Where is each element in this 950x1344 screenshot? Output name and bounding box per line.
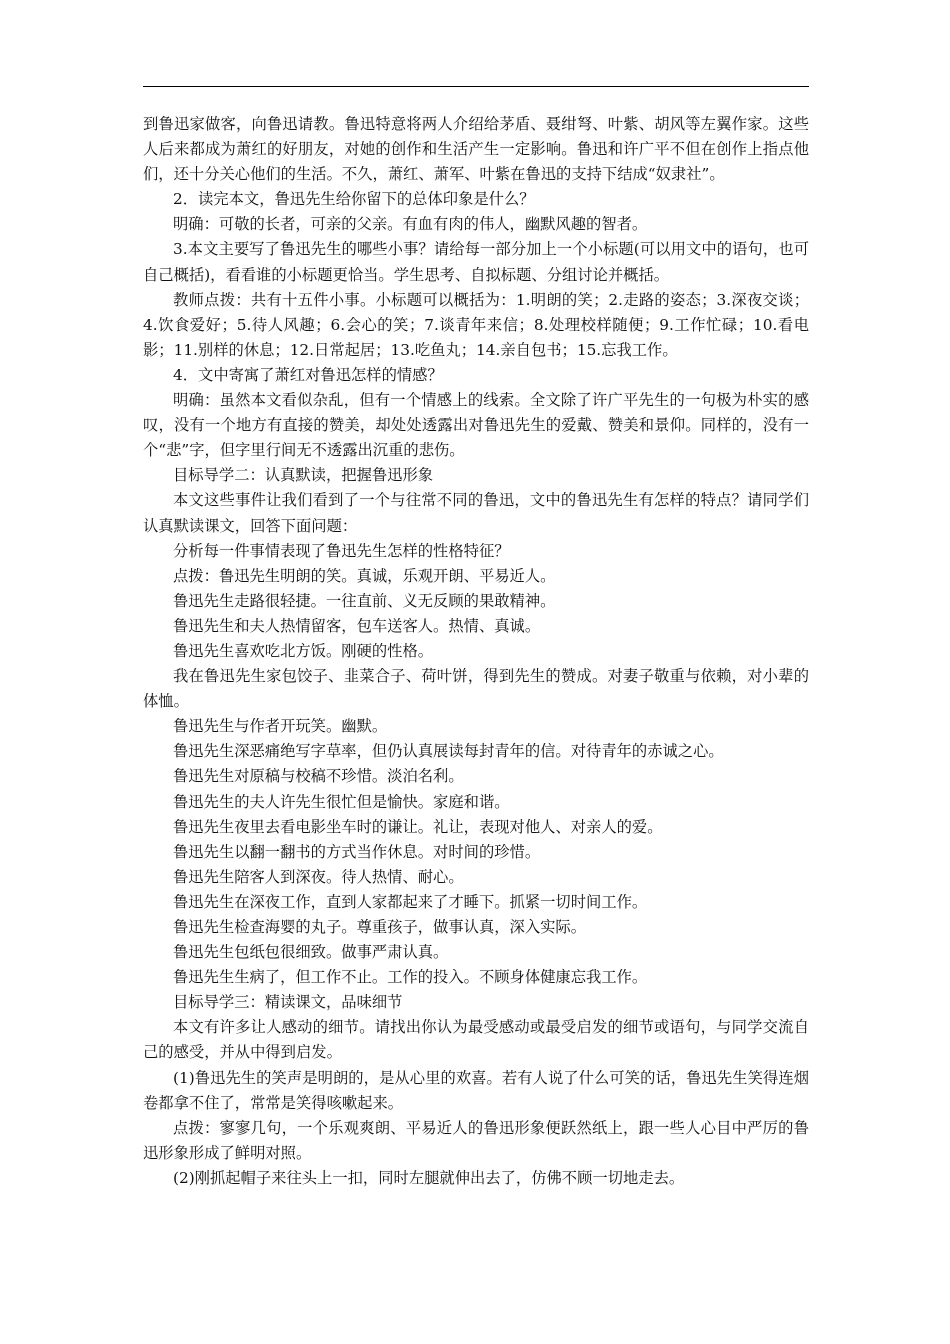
paragraph: 鲁迅先生包纸包很细致。做事严肃认真。 [173, 943, 449, 962]
paragraph: 鲁迅先生喜欢吃北方饭。刚硬的性格。 [173, 641, 434, 660]
paragraph: 鲁迅先生在深夜工作，直到人家都起来了才睡下。抓紧一切时间工作。 [173, 892, 648, 911]
paragraph: 鲁迅先生和夫人热情留客，包车送客人。热情、真诚。 [173, 616, 541, 635]
paragraph: 鲁迅先生夜里去看电影坐车时的谦让。礼让，表现对他人、对亲人的爱。 [173, 817, 663, 836]
paragraph: 本文有许多让人感动的细节。请找出你认为最受感动或最受启发的细节或语句，与同学交流自己的感受，并从中得到启发。 [143, 1018, 809, 1062]
header-rule [143, 86, 809, 87]
paragraph: 2．读完本文，鲁迅先生给你留下的总体印象是什么？ [173, 190, 535, 209]
paragraph: 鲁迅先生对原稿与校稿不珍惜。淡泊名利。 [173, 767, 464, 786]
paragraph: 3.本文主要写了鲁迅先生的哪些小事？请给每一部分加上一个小标题(可以用文中的语句，也可自己概括)，看看谁的小标题更恰当。学生思考、自拟标题、分组讨论并概括。 [143, 240, 809, 284]
document-body [143, 112, 809, 1191]
paragraph: 明确：可敬的长者，可亲的父亲。有血有肉的伟人，幽默风趣的智者。 [173, 215, 648, 234]
paragraph: 鲁迅先生与作者开玩笑。幽默。 [173, 717, 388, 736]
section-heading: 目标导学三：精读课文，品味细节 [173, 993, 403, 1012]
paragraph: (2)刚抓起帽子来往头上一扣，同时左腿就伸出去了，仿佛不顾一切地走去。 [173, 1168, 685, 1187]
paragraph: 鲁迅先生生病了，但工作不止。工作的投入。不顾身体健康忘我工作。 [173, 968, 648, 987]
section-heading: 目标导学二：认真默读，把握鲁迅形象 [173, 466, 434, 485]
paragraph: 鲁迅先生走路很轻捷。一往直前、义无反顾的果敢精神。 [173, 591, 556, 610]
paragraph: 点拨：寥寥几句，一个乐观爽朗、平易近人的鲁迅形象便跃然纸上，跟一些人心目中严厉的鲁迅形象形成了鲜明对照。 [143, 1118, 809, 1162]
paragraph: 鲁迅先生深恶痛绝写字草率，但仍认真展读每封青年的信。对待青年的赤诚之心。 [173, 742, 724, 761]
paragraph: 鲁迅先生的夫人许先生很忙但是愉快。家庭和谐。 [173, 792, 510, 811]
paragraph: (1)鲁迅先生的笑声是明朗的，是从心里的欢喜。若有人说了什么可笑的话，鲁迅先生笑得连烟卷都拿不住了，常常是笑得咳嗽起来。 [143, 1068, 809, 1112]
paragraph: 我在鲁迅先生家包饺子、韭菜合子、荷叶饼，得到先生的赞成。对妻子敬重与依赖，对小辈的体恤。 [143, 667, 809, 711]
paragraph: 到鲁迅家做客，向鲁迅请教。鲁迅特意将两人介绍给茅盾、聂绀弩、叶紫、胡风等左翼作家。这些人后来都成为萧红的好朋友，对她的创作和生活产生一定影响。鲁迅和许广平不但在创作上指点他们，还十分关心他们的生活。不久，萧红、萧军、叶紫在鲁迅的支持下结成“奴隶社”。 [143, 115, 809, 184]
paragraph: 点拨：鲁迅先生明朗的笑。真诚，乐观开朗、平易近人。 [173, 566, 556, 585]
paragraph: 4．文中寄寓了萧红对鲁迅怎样的情感？ [173, 365, 443, 384]
paragraph: 鲁迅先生陪客人到深夜。待人热情、耐心。 [173, 867, 464, 886]
paragraph: 分析每一件事情表现了鲁迅先生怎样的性格特征？ [173, 541, 510, 560]
paragraph: 教师点拨：共有十五件小事。小标题可以概括为：1.明朗的笑；2.走路的姿态；3.深夜交谈；4.饮食爱好；5.待人风趣；6.会心的笑；7.谈青年来信；8.处理校样随便；9.工作忙碌；10.看电影；11.别样的休息；12.日常起居；13.吃鱼丸；14.亲自包书；15.忘我工作。 [143, 290, 809, 359]
paragraph: 明确：虽然本文看似杂乱，但有一个情感上的线索。全文除了许广平先生的一句极为朴实的感叹，没有一个地方有直接的赞美，却处处透露出对鲁迅先生的爱戴、赞美和景仰。同样的，没有一个“悲”字，但字里行间无不透露出沉重的悲伤。 [143, 391, 809, 460]
paragraph: 鲁迅先生以翻一翻书的方式当作休息。对时间的珍惜。 [173, 842, 541, 861]
paragraph: 本文这些事件让我们看到了一个与往常不同的鲁迅，文中的鲁迅先生有怎样的特点？请同学们认真默读课文，回答下面问题： [143, 491, 809, 535]
paragraph: 鲁迅先生检查海婴的丸子。尊重孩子，做事认真，深入实际。 [173, 918, 587, 936]
